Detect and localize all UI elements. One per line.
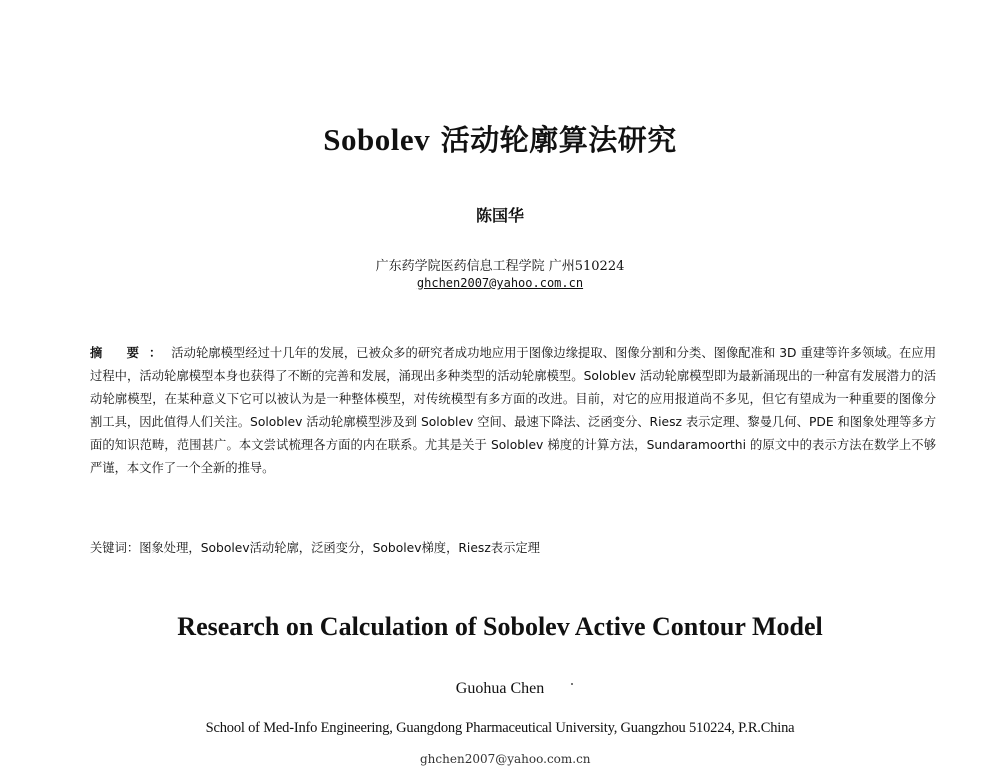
- abstract-cn: [90, 342, 936, 480]
- affiliation-en: School of Med-Info Engineering, Guangdong Pharmaceutical University, Guangzhou 510224, P.R.China: [205, 720, 795, 736]
- author-email[interactable]: ghchen2007@yahoo.com.cn: [416, 276, 584, 290]
- keywords-cn: [90, 537, 936, 559]
- abstract-text: 活动轮廓模型经过十几年的发展，已被众多的研究者成功地应用于图像边缘提取、图像分割和分类、图像配准和 3D 重建等许多领域。在应用过程中，活动轮廓模型本身也获得了不断的完善和发展，涌现出多种类型的活动轮廓模型。Soloblev 活动轮廓模型即为最新涌现出的一种富有发展潜力的活动轮廓模型，在某种意义下它可以被认为是一种整体模型，对传统模型有多方面的改进。目前，对它的应用报道尚不多见，但它有望成为一种重要的图像分割工具，因此值得人们关注。Soloblev 活动轮廓模型涉及到 Soloblev 空间、最速下降法、泛函变分、Riesz 表示定理、黎曼几何、PDE 和图象处理等多方面的知识范畴，范围甚广。本文尝试梳理各方面的内在联系。尤其是关于 Soloblev 梯度的计算方法，Sundaramoorthi 的原文中的表示方法在数学上不够严谨，本文作了一个全新的推导。: [90, 346, 936, 475]
- author-cn: 陈国华: [475, 206, 524, 225]
- author-en: Guohua Chen: [455, 680, 545, 697]
- keywords-text: 图象处理，Sobolev活动轮廓，泛函变分，Sobolev梯度，Riesz表示定理: [139, 541, 540, 555]
- paper-title-en: Research on Calculation of Sobolev Active Contour Model: [177, 612, 823, 641]
- email-en-cropped: ghchen2007@yahoo.com.cn: [420, 752, 591, 766]
- affiliation-cn: 广东药学院医药信息工程学院 广州510224: [375, 259, 625, 274]
- keywords-label: 关键词：: [90, 541, 140, 555]
- paper-title-cn: [0, 118, 1000, 159]
- title-cn-latin: Sobolev: [323, 122, 431, 157]
- abstract-label: 摘 要：: [90, 346, 172, 360]
- title-cn-chinese: 活动轮廓算法研究: [430, 123, 677, 157]
